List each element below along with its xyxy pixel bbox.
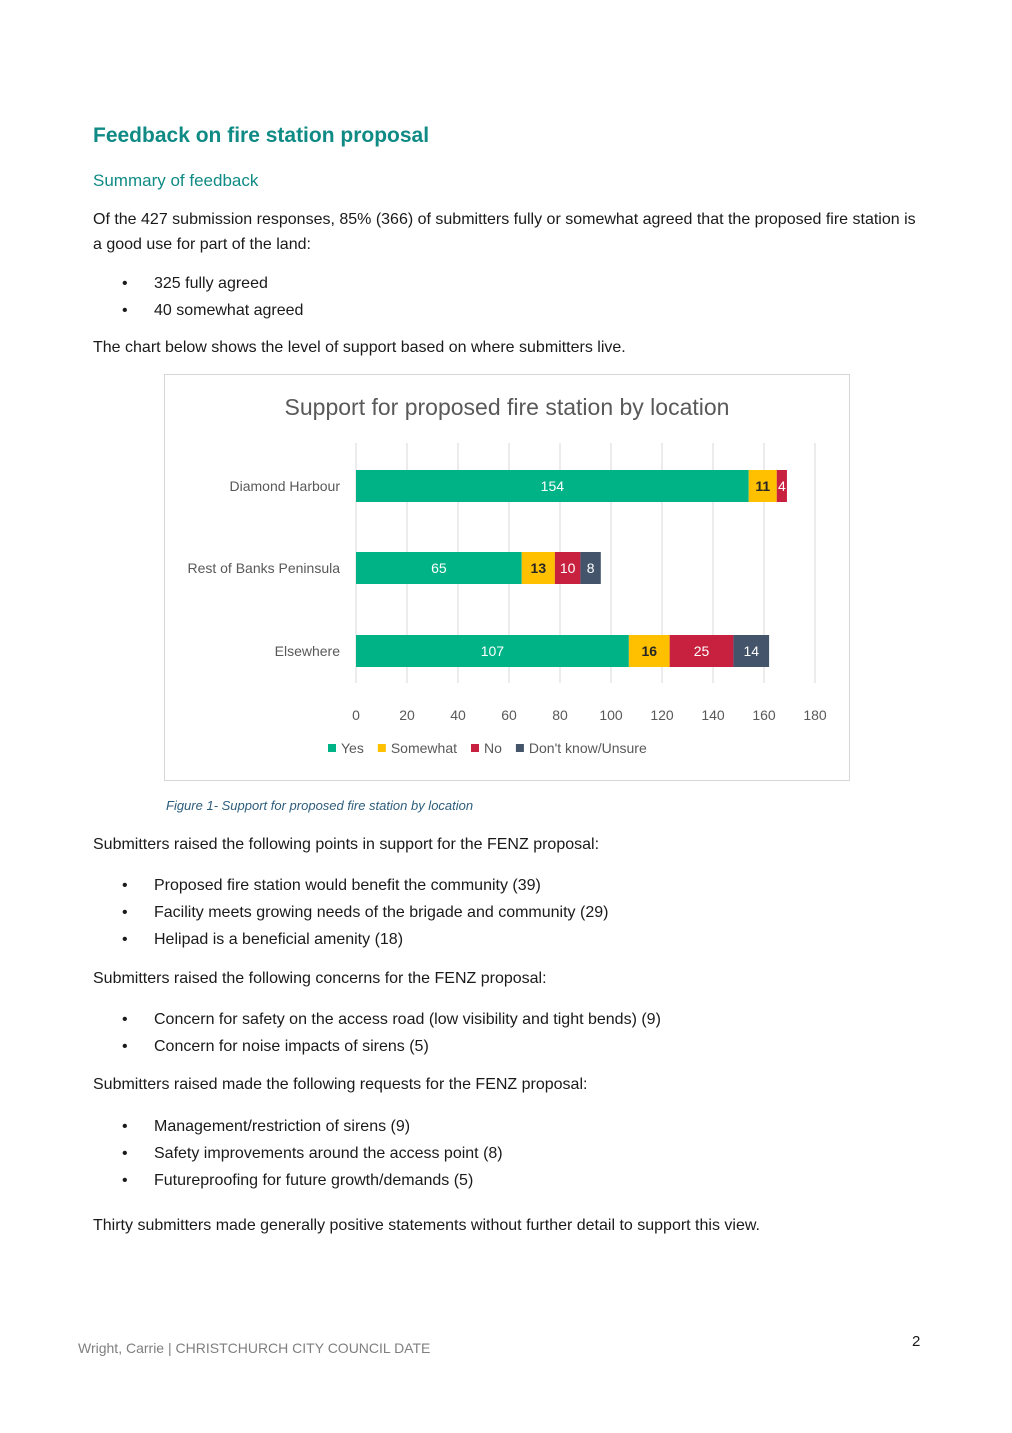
support-list [93, 872, 608, 953]
list-item: • Safety improvements around the access point (8) [93, 1140, 503, 1167]
list-item: • Helipad is a beneficial amenity (18) [93, 926, 608, 953]
x-tick-label: 20 [399, 707, 415, 723]
category-label: Elsewhere [274, 643, 340, 659]
data-label: 25 [693, 643, 710, 659]
data-label: 65 [431, 560, 447, 576]
x-tick-label: 120 [650, 707, 674, 723]
closing-paragraph: Thirty submitters made generally positive statements without further detail to support this view. [93, 1217, 760, 1234]
intro-paragraph: Of the 427 submission responses, 85% (366) of submitters fully or somewhat agreed that the proposed fire station is a good use for part of the land: [93, 211, 916, 253]
category-label: Rest of Banks Peninsula [187, 560, 340, 576]
support-intro-paragraph: Submitters raised the following points in support for the FENZ proposal: [93, 836, 600, 853]
x-tick-label: 80 [552, 707, 568, 723]
section-subheading: Summary of feedback [93, 171, 259, 190]
list-item: • Proposed fire station would benefit the community (39) [93, 872, 608, 899]
list-item: • Management/restriction of sirens (9) [93, 1113, 503, 1140]
list-item: • Facility meets growing needs of the brigade and community (29) [93, 899, 608, 926]
data-label: 13 [530, 560, 547, 576]
figure-caption: Figure 1- Support for proposed fire station by location [166, 798, 474, 813]
chart-container [164, 374, 850, 781]
page-number: 2 [912, 1333, 921, 1350]
agree-list [93, 270, 303, 324]
legend-swatch [471, 744, 479, 752]
list-item: • Futureproofing for future growth/demands (5) [93, 1167, 503, 1194]
support-chart [165, 375, 849, 780]
data-label: 16 [641, 643, 658, 659]
legend-swatch [378, 744, 386, 752]
x-tick-label: 160 [752, 707, 776, 723]
list-item: • 325 fully agreed [93, 270, 303, 297]
page-footer: Wright, Carrie | CHRISTCHURCH CITY COUNCIL DATE [78, 1340, 431, 1356]
list-item: • 40 somewhat agreed [93, 297, 303, 324]
concerns-list [93, 1006, 661, 1060]
x-tick-label: 0 [352, 707, 360, 723]
list-item: • Concern for noise impacts of sirens (5) [93, 1033, 661, 1060]
legend-label: Yes [341, 740, 364, 756]
x-tick-label: 60 [501, 707, 517, 723]
legend-label: No [484, 740, 502, 756]
x-tick-label: 180 [803, 707, 827, 723]
legend-swatch [328, 744, 336, 752]
legend-label: Don't know/Unsure [528, 740, 647, 756]
data-label: 154 [540, 478, 565, 494]
data-label: 8 [586, 560, 595, 576]
concerns-intro-paragraph: Submitters raised the following concerns for the FENZ proposal: [93, 970, 547, 987]
data-label: 4 [777, 478, 786, 494]
data-label: 11 [755, 478, 771, 494]
data-label: 14 [743, 643, 760, 659]
x-tick-label: 100 [599, 707, 623, 723]
x-tick-label: 40 [450, 707, 466, 723]
category-label: Diamond Harbour [229, 478, 340, 494]
requests-intro-paragraph: Submitters raised made the following requests for the FENZ proposal: [93, 1076, 588, 1093]
page-heading: Feedback on fire station proposal [93, 124, 430, 147]
legend-swatch [516, 744, 524, 752]
chart-intro-paragraph: The chart below shows the level of support based on where submitters live. [93, 339, 626, 356]
x-tick-label: 140 [701, 707, 725, 723]
data-label: 107 [480, 643, 505, 659]
requests-list [93, 1113, 503, 1194]
data-label: 10 [559, 560, 576, 576]
chart-title: Support for proposed fire station by location [284, 394, 730, 420]
list-item: • Concern for safety on the access road (low visibility and tight bends) (9) [93, 1006, 661, 1033]
legend-label: Somewhat [390, 740, 457, 756]
